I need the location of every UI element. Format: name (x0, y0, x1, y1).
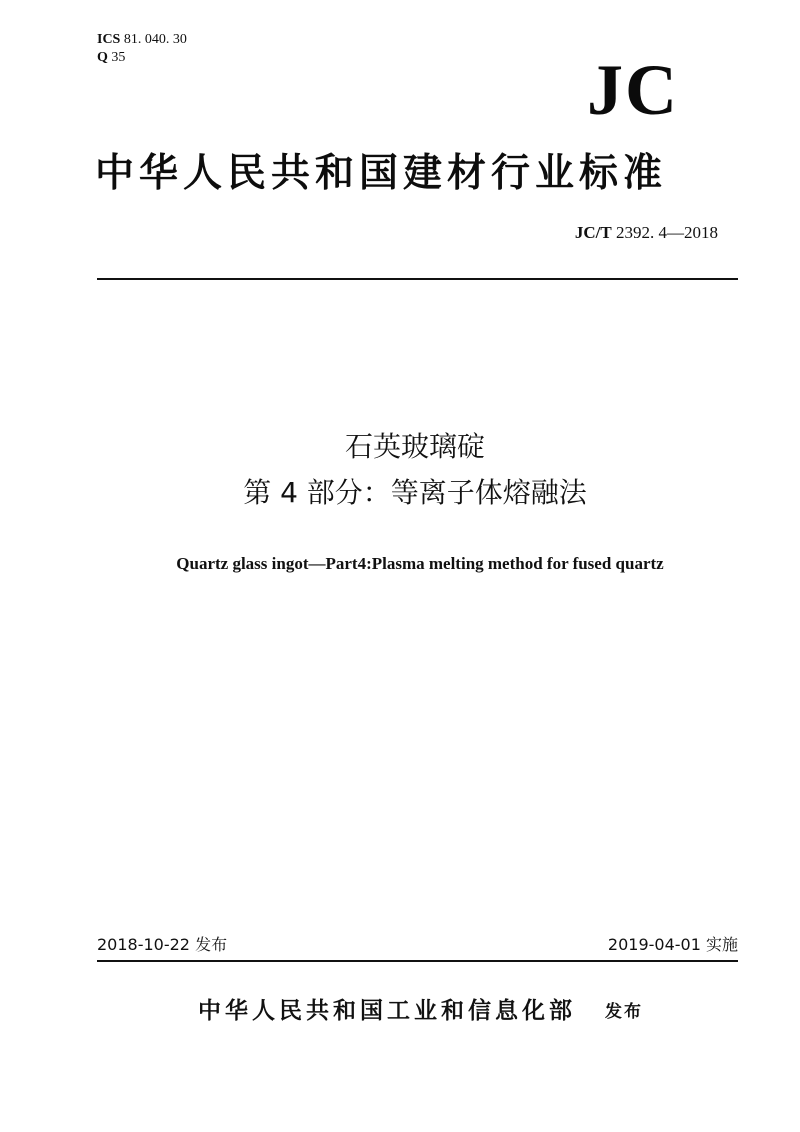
ccs-code: 35 (111, 50, 126, 65)
implementation-date (608, 935, 738, 955)
classification-codes (97, 31, 187, 67)
publisher-name: 中华人民共和国工业和信息化部 (198, 998, 576, 1024)
ccs-code-line (97, 49, 187, 67)
standard-number-prefix: JC/T (574, 223, 612, 242)
ics-code: 81. 040. 30 (123, 32, 187, 47)
chinese-title-line-2: 第 4 部分：等离子体熔融法 (243, 476, 587, 509)
english-title: Quartz glass ingot—Part4:Plasma melting method for fused quartz (176, 554, 664, 573)
issue-date (97, 935, 227, 955)
ccs-label: Q (97, 50, 108, 65)
standard-category-title: 中华人民共和国建材行业标准 (95, 151, 668, 196)
publish-action: 发布 (605, 1002, 643, 1022)
top-divider (97, 278, 738, 280)
issue-date-label: 发布 (195, 935, 228, 954)
implementation-date-label: 实施 (705, 935, 738, 954)
ics-code-line (97, 31, 187, 49)
implementation-date-value: 2019-04-01 (607, 935, 701, 954)
chinese-title-line-1: 石英玻璃碇 (344, 430, 485, 463)
standard-number (575, 222, 718, 244)
bottom-divider (97, 960, 738, 962)
ics-label: ICS (97, 32, 121, 47)
standard-number-value: 2392. 4—2018 (616, 223, 718, 242)
jc-logo: JC (587, 50, 679, 130)
issue-date-value: 2018-10-22 (97, 935, 190, 954)
